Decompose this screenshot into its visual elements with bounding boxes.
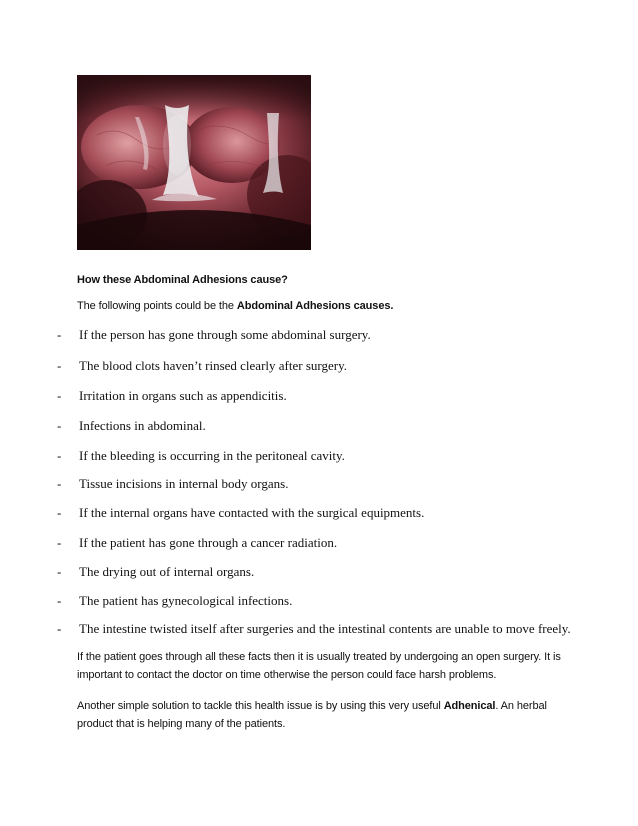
intro-line xyxy=(77,300,393,312)
bullet-marker: - xyxy=(57,388,62,403)
list-item-text: If the internal organs have contacted with the surgical equipments. xyxy=(79,505,425,520)
list-item xyxy=(0,593,638,613)
abdominal-adhesions-photo xyxy=(77,75,311,250)
product-name: Adhenical xyxy=(443,700,496,712)
list-item-text: The patient has gynecological infections. xyxy=(79,593,293,608)
bullet-marker: - xyxy=(57,327,62,342)
list-item xyxy=(0,358,638,378)
list-item xyxy=(0,388,638,408)
bullet-marker: - xyxy=(57,418,62,433)
intro-text: The following points could be the xyxy=(77,300,237,312)
list-item xyxy=(0,476,638,496)
list-item-text: If the patient has gone through a cancer radiation. xyxy=(79,535,338,550)
list-item xyxy=(0,564,638,584)
bullet-marker: - xyxy=(57,621,62,636)
list-item xyxy=(0,327,638,347)
list-item-text: Tissue incisions in internal body organs. xyxy=(79,476,289,491)
list-item-text: The blood clots haven’t rinsed clearly after surgery. xyxy=(79,358,347,373)
solution-text: Another simple solution to tackle this health issue is by using this very useful xyxy=(77,700,444,712)
list-item-text: If the person has gone through some abdominal surgery. xyxy=(79,327,371,342)
intro-bold-text: Abdominal Adhesions causes. xyxy=(236,300,394,312)
list-item-text: Irritation in organs such as appendicitis. xyxy=(79,388,287,403)
list-item xyxy=(0,448,638,468)
list-item-text: Infections in abdominal. xyxy=(79,418,206,433)
solution-paragraph xyxy=(77,697,577,733)
list-item xyxy=(0,418,638,438)
list-item-text: The intestine twisted itself after surgeries and the intestinal contents are unable to move freely. xyxy=(79,621,571,636)
bullet-marker: - xyxy=(57,564,62,579)
bullet-marker: - xyxy=(57,476,62,491)
bullet-marker: - xyxy=(57,448,62,463)
list-item xyxy=(0,535,638,555)
bullet-marker: - xyxy=(57,593,62,608)
bullet-marker: - xyxy=(57,358,62,373)
treatment-paragraph: If the patient goes through all these facts then it is usually treated by undergoing an open surgery. It is important to contact the doctor on time otherwise the person could face harsh problems. xyxy=(77,651,561,681)
bullet-marker: - xyxy=(57,535,62,550)
list-item-text: If the bleeding is occurring in the peritoneal cavity. xyxy=(79,448,345,463)
solution-text-end: . An herbal product that is helping many of the patients. xyxy=(77,700,547,730)
list-item xyxy=(0,505,638,525)
list-item-text: The drying out of internal organs. xyxy=(79,564,255,579)
list-item xyxy=(0,621,638,641)
section-heading: How these Abdominal Adhesions cause? xyxy=(77,274,288,286)
bullet-marker: - xyxy=(57,505,62,520)
